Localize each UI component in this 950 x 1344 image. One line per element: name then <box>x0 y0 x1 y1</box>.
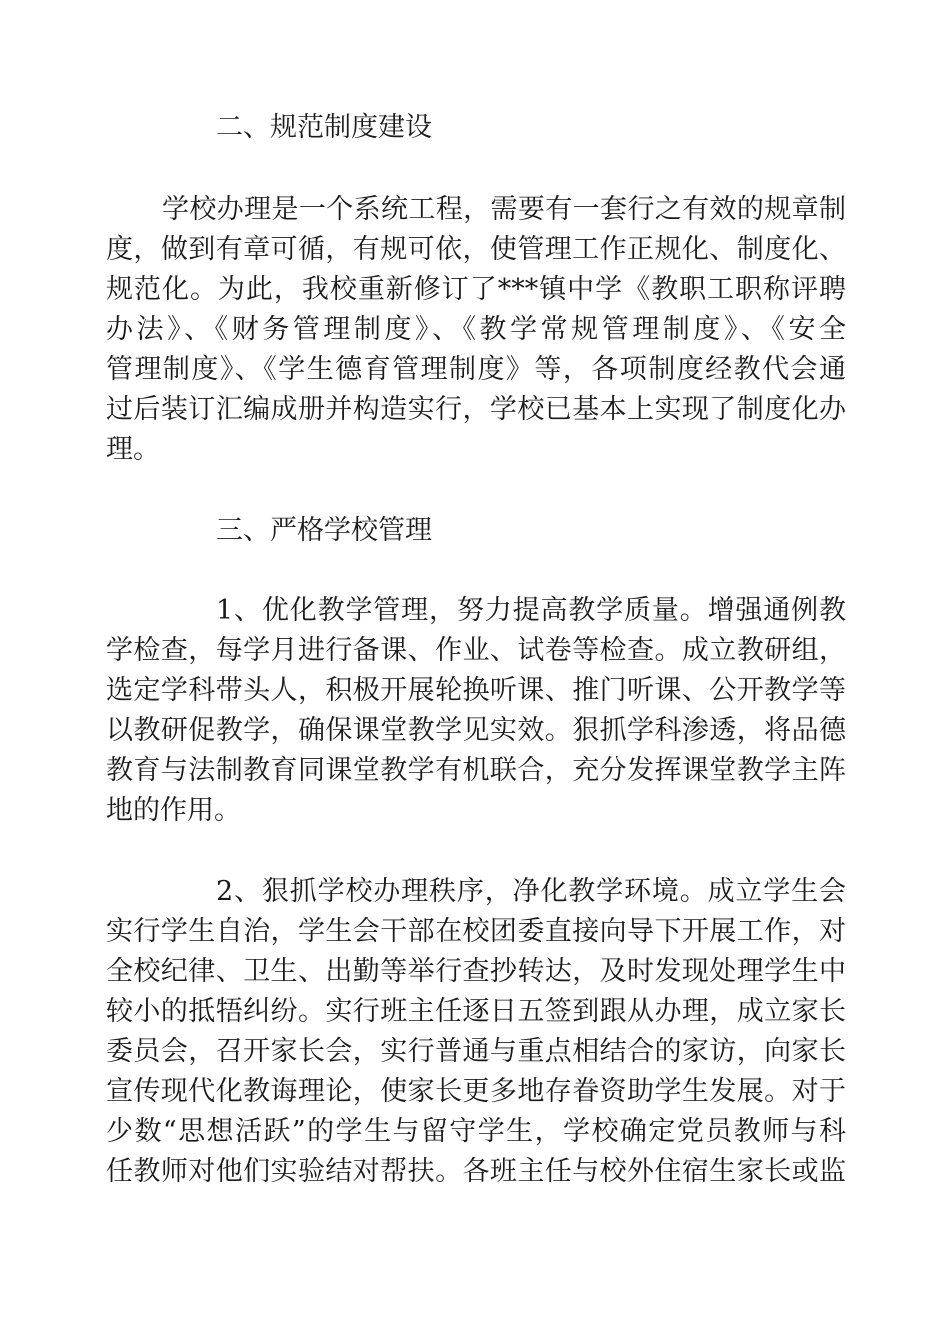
paragraph-line: 地的作用。 <box>106 795 241 826</box>
paragraph-line: 学校办理是一个系统工程，需要有一套行之有效的规章制 <box>162 194 846 225</box>
paragraph-line: 宣传现代化教诲理论，使家长更多地存眷资助学生发展。对于 <box>106 1076 846 1107</box>
paragraph-institution-building <box>106 190 846 470</box>
paragraph-line: 管理制度》、《学生德育管理制度》等，各项制度经教代会通 <box>106 354 846 385</box>
section-heading-2: 二、规范制度建设 <box>216 112 432 143</box>
paragraph-line: 理。 <box>106 434 160 465</box>
paragraph-school-order <box>106 872 846 1192</box>
paragraph-teaching-management <box>106 591 846 831</box>
paragraph-line: 规范化。为此，我校重新修订了***镇中学《教职工职称评聘 <box>106 274 846 305</box>
section-heading-3: 三、严格学校管理 <box>216 515 432 546</box>
paragraph-line: 办法》、《财务管理制度》、《教学常规管理制度》、《安全 <box>106 314 846 345</box>
paragraph-line: 1、优化教学管理，努力提高教学质量。增强通例教 <box>216 595 846 626</box>
paragraph-line: 度，做到有章可循，有规可依，使管理工作正规化、制度化、 <box>106 234 846 265</box>
paragraph-line: 选定学科带头人，积极开展轮换听课、推门听课、公开教学等 <box>106 675 846 706</box>
paragraph-line: 委员会，召开家长会，实行普通与重点相结合的家访，向家长 <box>106 1036 846 1067</box>
paragraph-line: 教育与法制教育同课堂教学有机联合，充分发挥课堂教学主阵 <box>106 755 846 786</box>
paragraph-line: 全校纪律、卫生、出勤等举行查抄转达，及时发现处理学生中 <box>106 956 846 987</box>
paragraph-line: 少数“思想活跃”的学生与留守学生，学校确定党员教师与科 <box>106 1116 846 1147</box>
paragraph-line: 2、狠抓学校办理秩序，净化教学环境。成立学生会 <box>216 876 846 907</box>
paragraph-line: 学检查，每学月进行备课、作业、试卷等检查。成立教研组， <box>106 635 846 666</box>
paragraph-line: 过后装订汇编成册并构造实行，学校已基本上实现了制度化办 <box>106 394 846 425</box>
paragraph-line: 以教研促教学，确保课堂教学见实效。狠抓学科渗透，将品德 <box>106 715 846 746</box>
paragraph-line: 任教师对他们实验结对帮扶。各班主任与校外住宿生家长或监 <box>106 1156 846 1187</box>
paragraph-line: 实行学生自治，学生会干部在校团委直接向导下开展工作，对 <box>106 916 846 947</box>
paragraph-line: 较小的抵牾纠纷。实行班主任逐日五签到跟从办理，成立家长 <box>106 996 846 1027</box>
